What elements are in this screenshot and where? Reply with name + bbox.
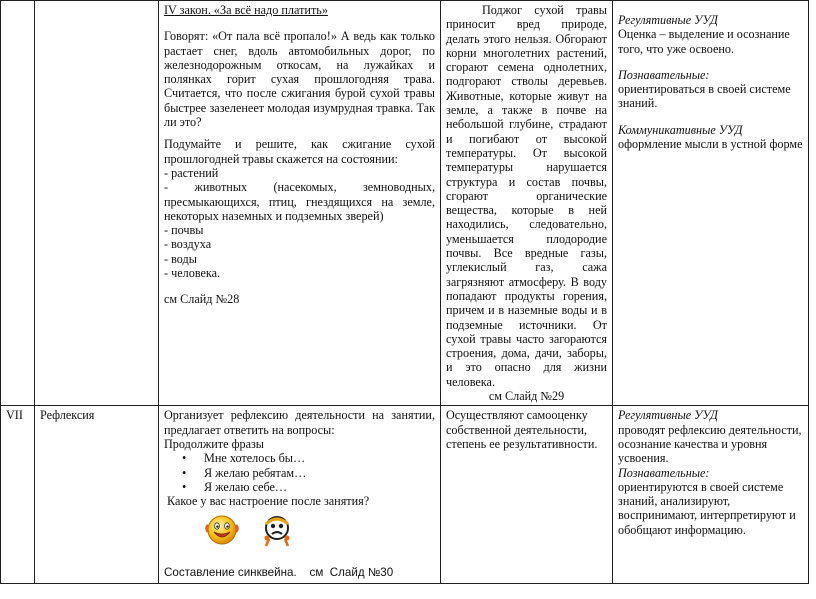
student-activity-cell [441, 406, 613, 583]
stage-number-cell [1, 406, 35, 583]
table-row-law-iv [1, 1, 809, 406]
synquain-slide-reference: Составление синквейна. см Слайд №30 [164, 566, 394, 580]
list-item: • Я желаю себе… [202, 480, 435, 494]
uud-regulative-title: Регулятивные УУД [618, 13, 718, 27]
law-item: - почвы [164, 223, 204, 238]
student-activity-cell [441, 1, 613, 406]
law-item: - воздуха [164, 237, 212, 252]
uud-regulative-text: Оценка – выделение и осознание того, что уже освоено. [618, 27, 790, 56]
teacher-activity-cell [159, 406, 441, 583]
law-item: - человека. [164, 266, 221, 281]
uud-regulative-text: проводят рефлексию деятельности, осознание качества и уровня усвоения. [618, 422, 802, 466]
uud-cognitive-text: ориентироваться в своей системе знаний. [618, 82, 791, 111]
student-answer: Поджог сухой травы приносит вред природе, делать этого нельзя. Обгорают корни многолетних растений, сгорают семена однолетних, подгорают стволы деревьев. Животные, которые живут на земле, а также в почве на небольшой глубине, страдают и погибают от высокой температуры. От высокой температуры нарушается структура и состав почвы, сгорают органические вещества, которые в ней находились, следовательно, уменьшается плодородие почвы. Все вредные газы, углекислый газ, сажа загрязняют атмосферу. В воду попадают продукты горения, причем и в наземные воды и в подземные источники. От сухой травы часто загораются строения, дома, дачи, заборы, и это опасно для жизни человека. [446, 3, 607, 389]
uud-cognitive-title: Познавательные: [618, 67, 710, 82]
law-title: IV закон. «За всё надо платить» [164, 3, 328, 17]
uud-cognitive-title: Познавательные: [618, 465, 710, 480]
reflection-mood: Какое у вас настроение после занятия? [164, 494, 370, 509]
law-item: - воды [164, 251, 197, 266]
law-item: - животных (насекомых, земноводных, пресмыкающихся, птиц, гнездящихся на земле, некоторых наземных и подземных зверей) [164, 180, 435, 223]
list-item: • Мне хотелось бы… [202, 451, 435, 465]
law-intro: Говорят: «От пала всё пропало!» А ведь как только растает снег, вдоль автомобильных дорог, по железнодорожным откосам, на лужайках и полянках горит сухая прошлогодняя трава. Считается, что после сжигания бурой сухой травы быстрее зазеленеет молодая изумрудная травка. Так ли это? [164, 29, 435, 130]
uud-regulative-title: Регулятивные УУД [618, 408, 718, 423]
reflection-intro: Организует рефлексию деятельности на занятии, предлагает ответить на вопросы: [164, 408, 435, 437]
reflection-continue: Продолжите фразы [164, 436, 264, 451]
uud-cognitive-text: ориентируются в своей системе знаний, анализируют, воспринимают, интерпретируют и обобщают информацию. [618, 479, 796, 537]
slide-reference: см Слайд №28 [164, 292, 240, 307]
stage-number-cell [1, 1, 35, 406]
uud-communicative-title: Коммуникативные УУД [618, 122, 743, 137]
uud-cell [613, 406, 809, 583]
slide-reference: см Слайд №29 [488, 389, 565, 404]
stage-name-cell [35, 1, 159, 406]
happy-smiley-icon [204, 512, 240, 548]
law-question: Подумайте и решите, как сжигание сухой прошлогодней травы скажется на состоянии: [164, 137, 435, 166]
sad-smiley-icon [262, 514, 292, 548]
stage-number: VII [6, 408, 23, 423]
uud-communicative-text: оформление мысли в устной форме [618, 137, 803, 152]
uud-cell [613, 1, 809, 406]
list-item: • Я желаю ребятам… [202, 466, 435, 480]
stage-name-cell [35, 406, 159, 583]
mood-smileys [164, 512, 435, 554]
law-item: - растений [164, 165, 219, 180]
reflection-phrases [164, 451, 435, 494]
teacher-activity-cell [159, 1, 441, 406]
student-self-assessment: Осуществляют самооценку собственной деятельности, степень ее результативности. [446, 408, 598, 451]
table-row-reflection [1, 406, 809, 583]
stage-name: Рефлексия [40, 408, 95, 423]
